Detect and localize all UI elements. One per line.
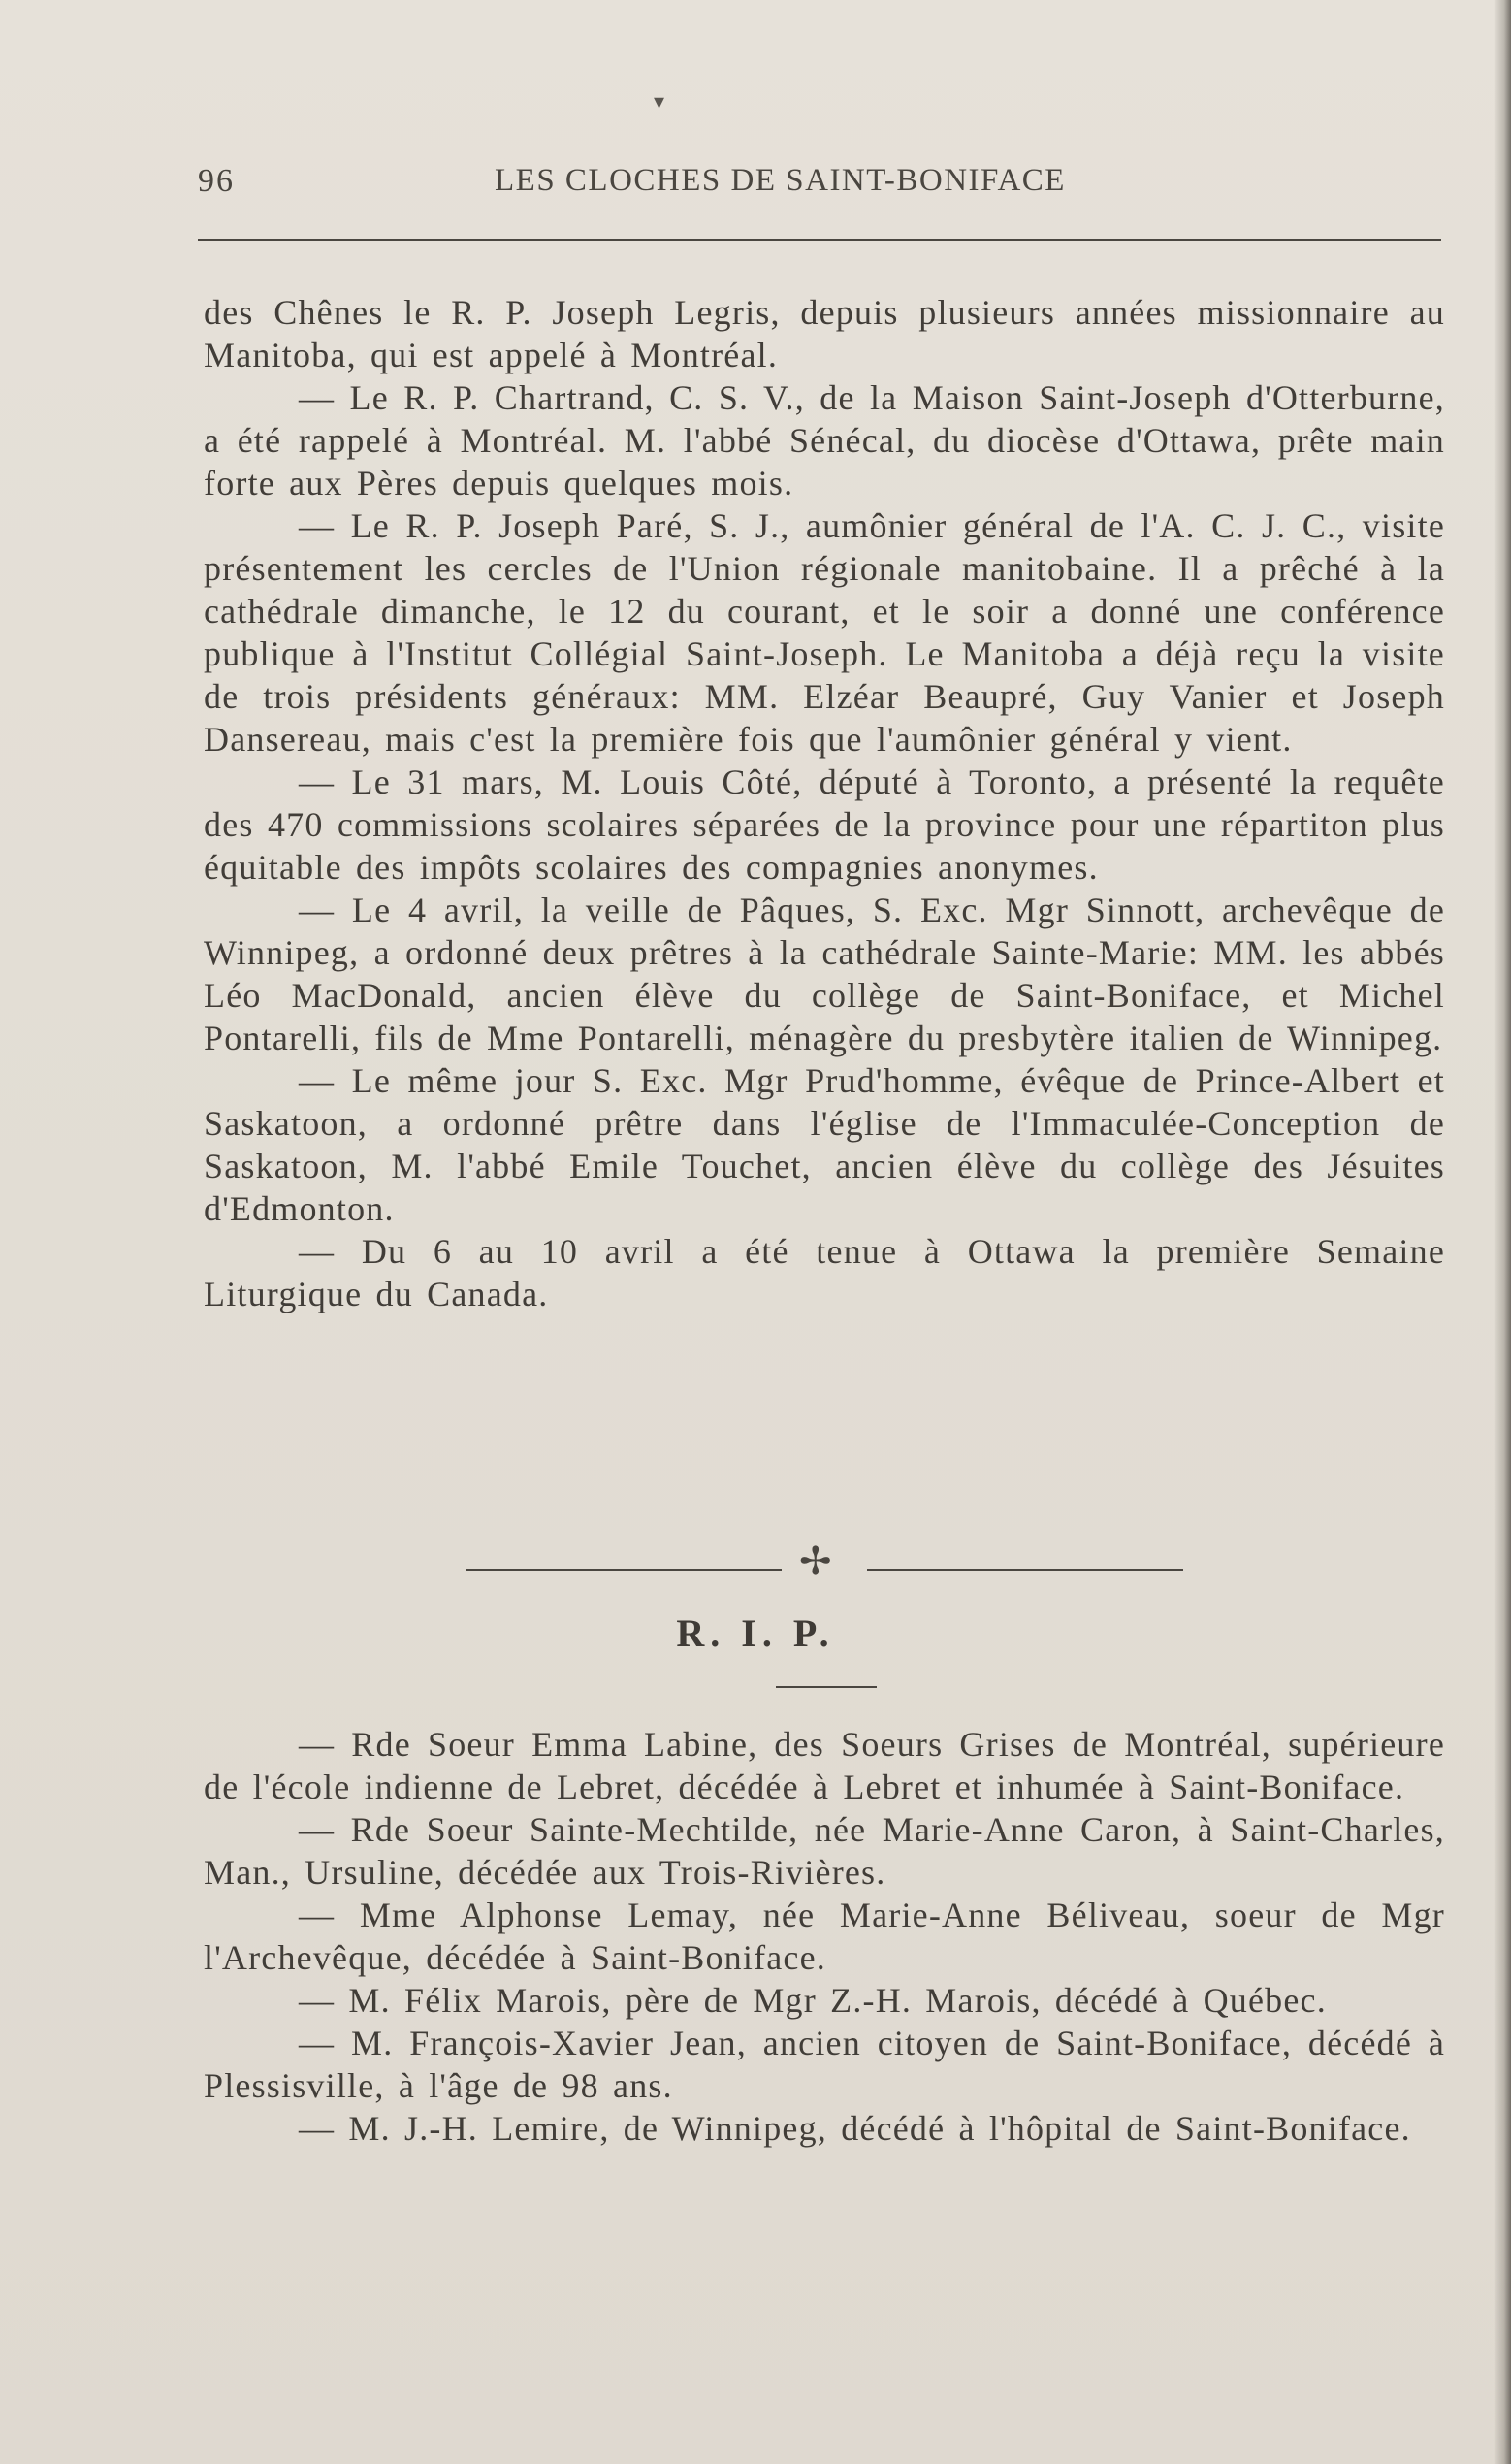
header-rule: [198, 239, 1441, 241]
news-paragraph: — Le R. P. Joseph Paré, S. J., aumônier général de l'A. C. J. C., visite présentement les cercles de l'Union régionale manitobaine. Il a prêché à la cathédrale dimanche, le 12 du courant, et le soir a donné une conférence publique à l'Institut Collégial Saint-Joseph. Le Manitoba a déjà reçu la visite de trois présidents généraux: MM. Elzéar Beaupré, Guy Vanier et Joseph Dansereau, mais c'est la première fois que l'aumônier général y vient.: [204, 506, 1445, 759]
obituary-entry: — M. François-Xavier Jean, ancien citoyen de Saint-Boniface, décédé à Plessisville, à l'âge de 98 ans.: [204, 2024, 1445, 2105]
obituary-entry: — Rde Soeur Sainte-Mechtilde, née Marie-Anne Caron, à Saint-Charles, Man., Ursuline, décédée aux Trois-Rivières.: [204, 1810, 1445, 1892]
section-separator: [466, 1540, 1183, 1583]
news-paragraph: — Le même jour S. Exc. Mgr Prud'homme, évêque de Prince-Albert et Saskatoon, a ordonné prêtre dans l'église de l'Immaculée-Conception de Saskatoon, M. l'abbé Emile Touchet, ancien élève du collège des Jésuites d'Edmonton.: [204, 1061, 1445, 1228]
news-paragraph: — Du 6 au 10 avril a été tenue à Ottawa la première Semaine Liturgique du Canada.: [204, 1232, 1445, 1313]
news-paragraph: — Le R. P. Chartrand, C. S. V., de la Maison Saint-Joseph d'Otterburne, a été rappelé à Montréal. M. l'abbé Sénécal, du diocèse d'Ottawa, prête main forte aux Pères depuis quelques mois.: [204, 378, 1445, 503]
separator-line-right: [867, 1569, 1183, 1571]
obituary-entry: — Mme Alphonse Lemay, née Marie-Anne Béliveau, soeur de Mgr l'Archevêque, décédée à Saint-Boniface.: [204, 1896, 1445, 1977]
obituary-entry: — M. Félix Marois, père de Mgr Z.-H. Marois, décédé à Québec.: [299, 1981, 1327, 2020]
obituary-entry: — Rde Soeur Emma Labine, des Soeurs Grises de Montréal, supérieure de l'école indienne de Lebret, décédée à Lebret et inhumée à Saint-Boniface.: [204, 1725, 1445, 1806]
rip-section: [204, 1723, 1445, 2150]
news-paragraph: des Chênes le R. P. Joseph Legris, depuis plusieurs années missionnaire au Manitoba, qui est appelé à Montréal.: [204, 293, 1445, 374]
news-paragraph: — Le 4 avril, la veille de Pâques, S. Exc. Mgr Sinnott, archevêque de Winnipeg, a ordonné deux prêtres à la cathédrale Sainte-Marie: MM. les abbés Léo MacDonald, ancien élève du collège de Saint-Boniface, et Michel Pontarelli, fils de Mme Pontarelli, ménagère du presbytère italien de Winnipeg.: [204, 891, 1445, 1057]
running-head: LES CLOCHES DE SAINT-BONIFACE: [495, 163, 1066, 198]
spine-shadow: [1494, 0, 1511, 2464]
news-paragraph: — Le 31 mars, M. Louis Côté, député à Toronto, a présenté la requête des 470 commissions scolaires séparées de la province pour une répartiton plus équitable des impôts scolaires des compagnies anonymes.: [204, 762, 1445, 887]
rip-heading: R. I. P.: [676, 1611, 835, 1655]
obituary-entry: — M. J.-H. Lemire, de Winnipeg, décédé à l'hôpital de Saint-Boniface.: [299, 2109, 1411, 2148]
page-header: [198, 163, 1443, 202]
page-number: 96: [198, 163, 235, 199]
rip-rule: [776, 1686, 877, 1688]
cross-icon: ✢: [799, 1540, 832, 1583]
news-section: [204, 291, 1445, 1315]
separator-line-left: [466, 1569, 782, 1571]
print-mark-dot: ▾: [654, 89, 665, 113]
